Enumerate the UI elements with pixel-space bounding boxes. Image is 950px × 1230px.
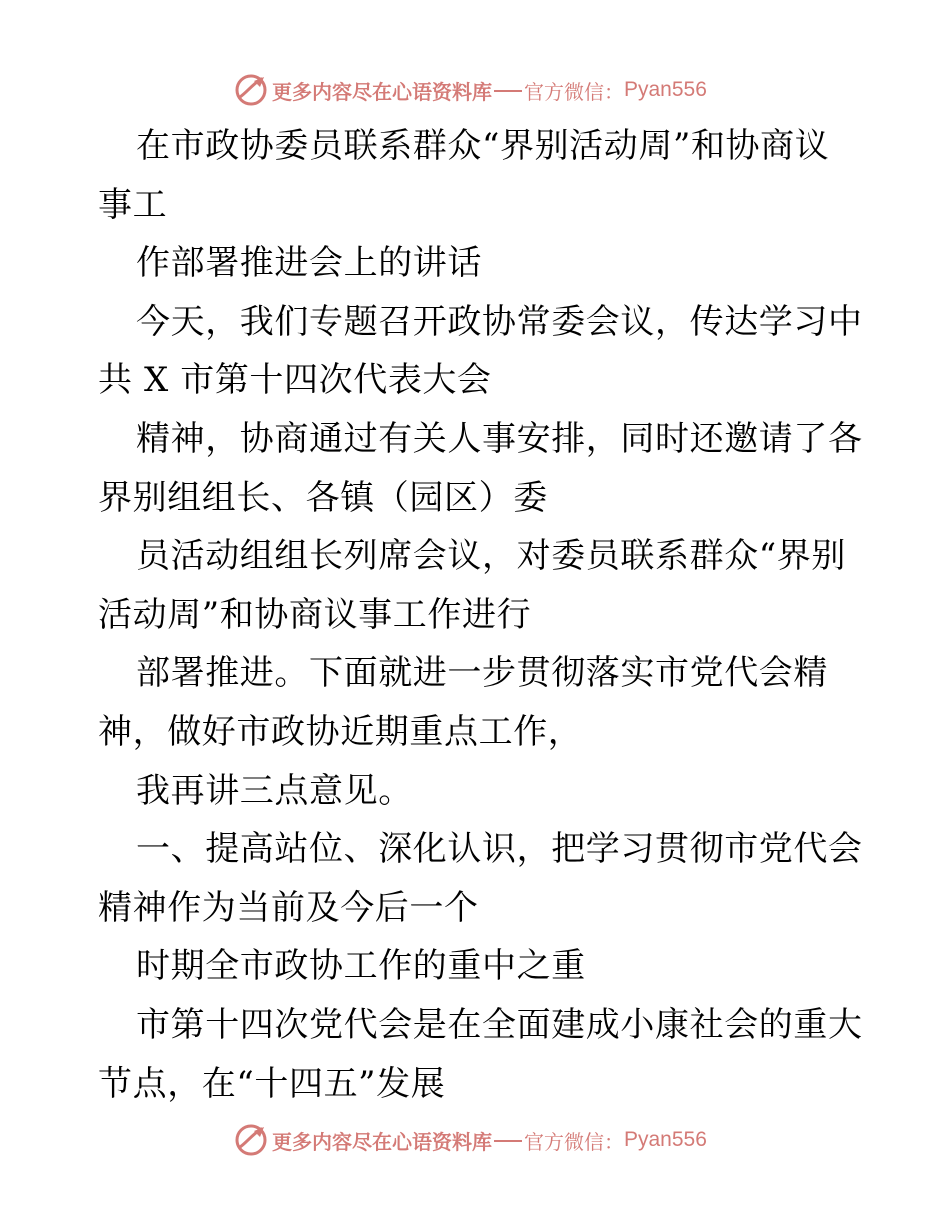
text-line: 事工 [98, 184, 168, 225]
text-line: 部署推进。下面就进一步贯彻落实市党代会精 [136, 653, 828, 694]
header-wechat-label: 官方微信： [524, 79, 624, 104]
header-wechat-id: Pyan556 [624, 78, 707, 101]
text-line: 时期全市政协工作的重中之重 [136, 946, 586, 987]
text-line: 市第十四次党代会是在全面建成小康社会的重大 [136, 1004, 863, 1045]
footer-banner [234, 1122, 707, 1158]
text-line: 活动周”和协商议事工作进行 [98, 594, 532, 635]
text-line: 我再讲三点意见。 [136, 770, 413, 811]
text-line: 作部署推进会上的讲话 [136, 243, 482, 284]
text-line: 在市政协委员联系群众“界别活动周”和协商议 [136, 126, 830, 166]
text-line: 今天，我们专题召开政协常委会议，传达学习中 [136, 301, 863, 342]
footer-site-text: 更多内容尽在心语资料库 [272, 1129, 492, 1154]
text-line: 精神作为当前及今后一个 [98, 887, 479, 928]
body-text [98, 117, 868, 1113]
footer-wechat-id: Pyan556 [624, 1128, 707, 1151]
text-line: 界别组组长、各镇（园区）委 [98, 477, 548, 518]
text-line: 一、提高站位、深化认识，把学习贯彻市党代会 [136, 829, 863, 870]
pen-circle-logo-icon [234, 1123, 268, 1157]
footer-dash [494, 1140, 522, 1142]
header-dash [494, 90, 522, 92]
text-line: 精神，协商通过有关人事安排，同时还邀请了各 [136, 418, 863, 459]
header-banner [234, 72, 707, 108]
pen-circle-logo-icon [234, 73, 268, 107]
text-line: 神，做好市政协近期重点工作， [98, 711, 583, 752]
header-site-text: 更多内容尽在心语资料库 [272, 79, 492, 104]
text-line: 节点，在“十四五”发展 [98, 1063, 446, 1104]
footer-wechat-label: 官方微信： [524, 1129, 624, 1154]
text-line: 员活动组组长列席会议，对委员联系群众“界别 [136, 536, 846, 577]
text-line: 共 X 市第十四次代表大会 [98, 360, 492, 401]
